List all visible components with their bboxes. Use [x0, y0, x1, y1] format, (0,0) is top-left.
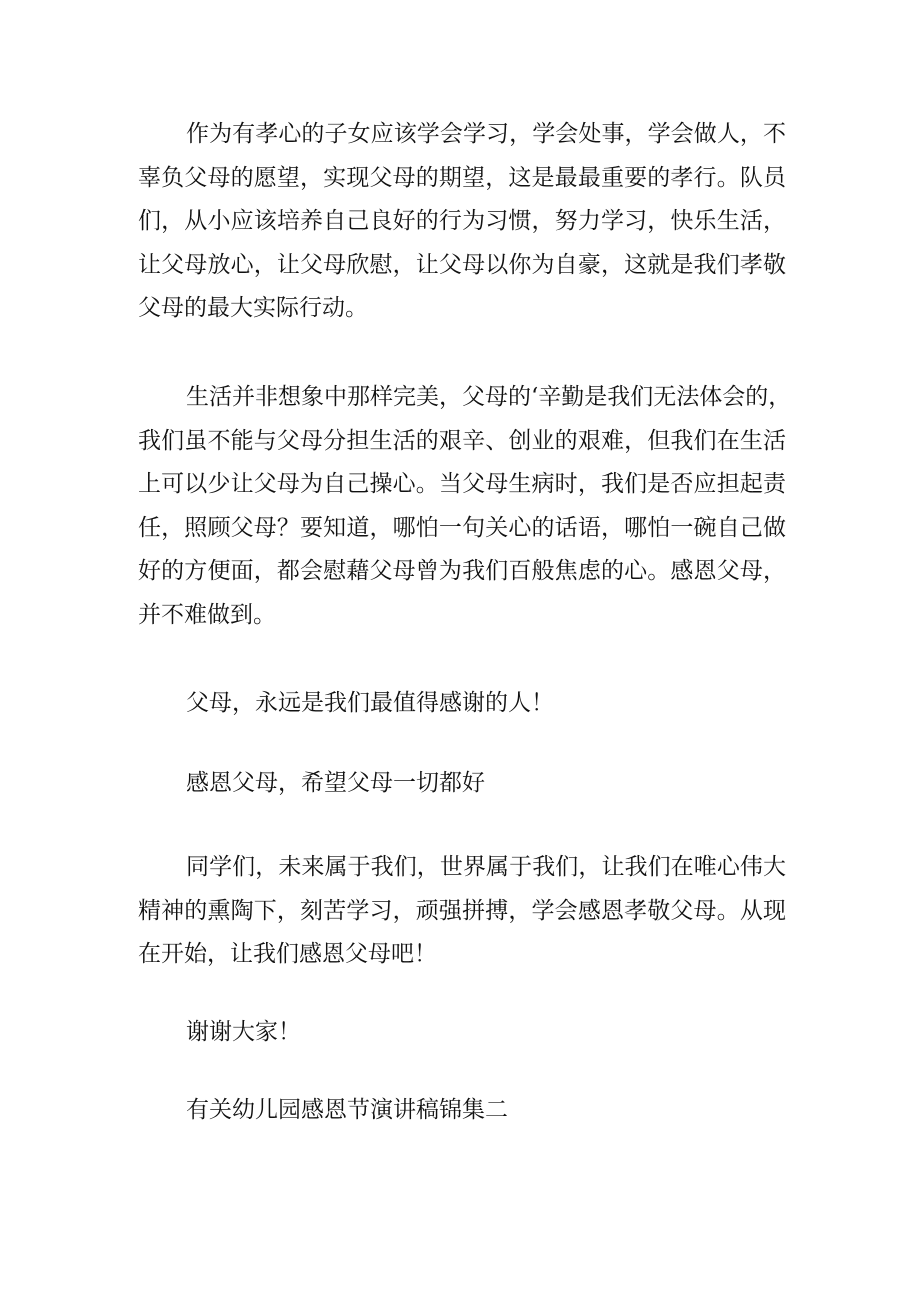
text-line: 并不难做到。	[138, 601, 276, 628]
text-line: 有关幼儿园感恩节演讲稿锦集二	[186, 1097, 508, 1123]
text-line: 我们虽不能与父母分担生活的艰辛、创业的艰难，但我们在生活	[138, 427, 786, 454]
text-line: 好的方便面，都会慰藉父母曾为我们百般焦虑的心。感恩父母，	[138, 558, 786, 584]
text-line: 辜负父母的愿望，实现父母的期望，这是最最重要的孝行。队员	[138, 164, 786, 191]
text-line: 让父母放心，让父母欣慰，让父母以你为自豪，这就是我们孝敬	[138, 251, 786, 278]
text-line: 生活并非想象中那样完美，父母的‘辛勤是我们无法体会的，	[186, 384, 792, 410]
paragraph-filial-duty	[138, 113, 786, 331]
text-line: 在开始，让我们感恩父母吧！	[138, 941, 437, 967]
text-line: 们，从小应该培养自己良好的行为习惯，努力学习，快乐生活，	[138, 208, 786, 234]
text-line: 感恩父母，希望父母一切都好	[186, 770, 485, 796]
paragraph-parents-thanks	[138, 682, 786, 726]
paragraph-classmates	[138, 846, 786, 977]
paragraph-next-title	[138, 1089, 786, 1133]
paragraph-gratitude-wish	[138, 762, 786, 806]
text-line: 作为有孝心的子女应该学会学习，学会处事，学会做人，不	[186, 121, 786, 147]
text-line: 同学们，未来属于我们，世界属于我们，让我们在唯心伟大	[186, 854, 786, 880]
paragraph-life-hardship	[138, 376, 792, 637]
text-line: 父母的最大实际行动。	[138, 295, 368, 321]
text-line: 谢谢大家！	[186, 1019, 301, 1045]
text-line: 精神的熏陶下，刻苦学习，顽强拼搏，学会感恩孝敬父母。从现	[138, 897, 786, 924]
text-line: 父母，永远是我们最值得感谢的人！	[186, 690, 554, 716]
text-line: 任，照顾父母？要知道，哪怕一句关心的话语，哪怕一碗自己做	[138, 514, 786, 541]
paragraph-thank-you	[138, 1011, 786, 1055]
text-line: 上可以少让父母为自己操心。当父母生病时，我们是否应担起责	[138, 471, 786, 497]
